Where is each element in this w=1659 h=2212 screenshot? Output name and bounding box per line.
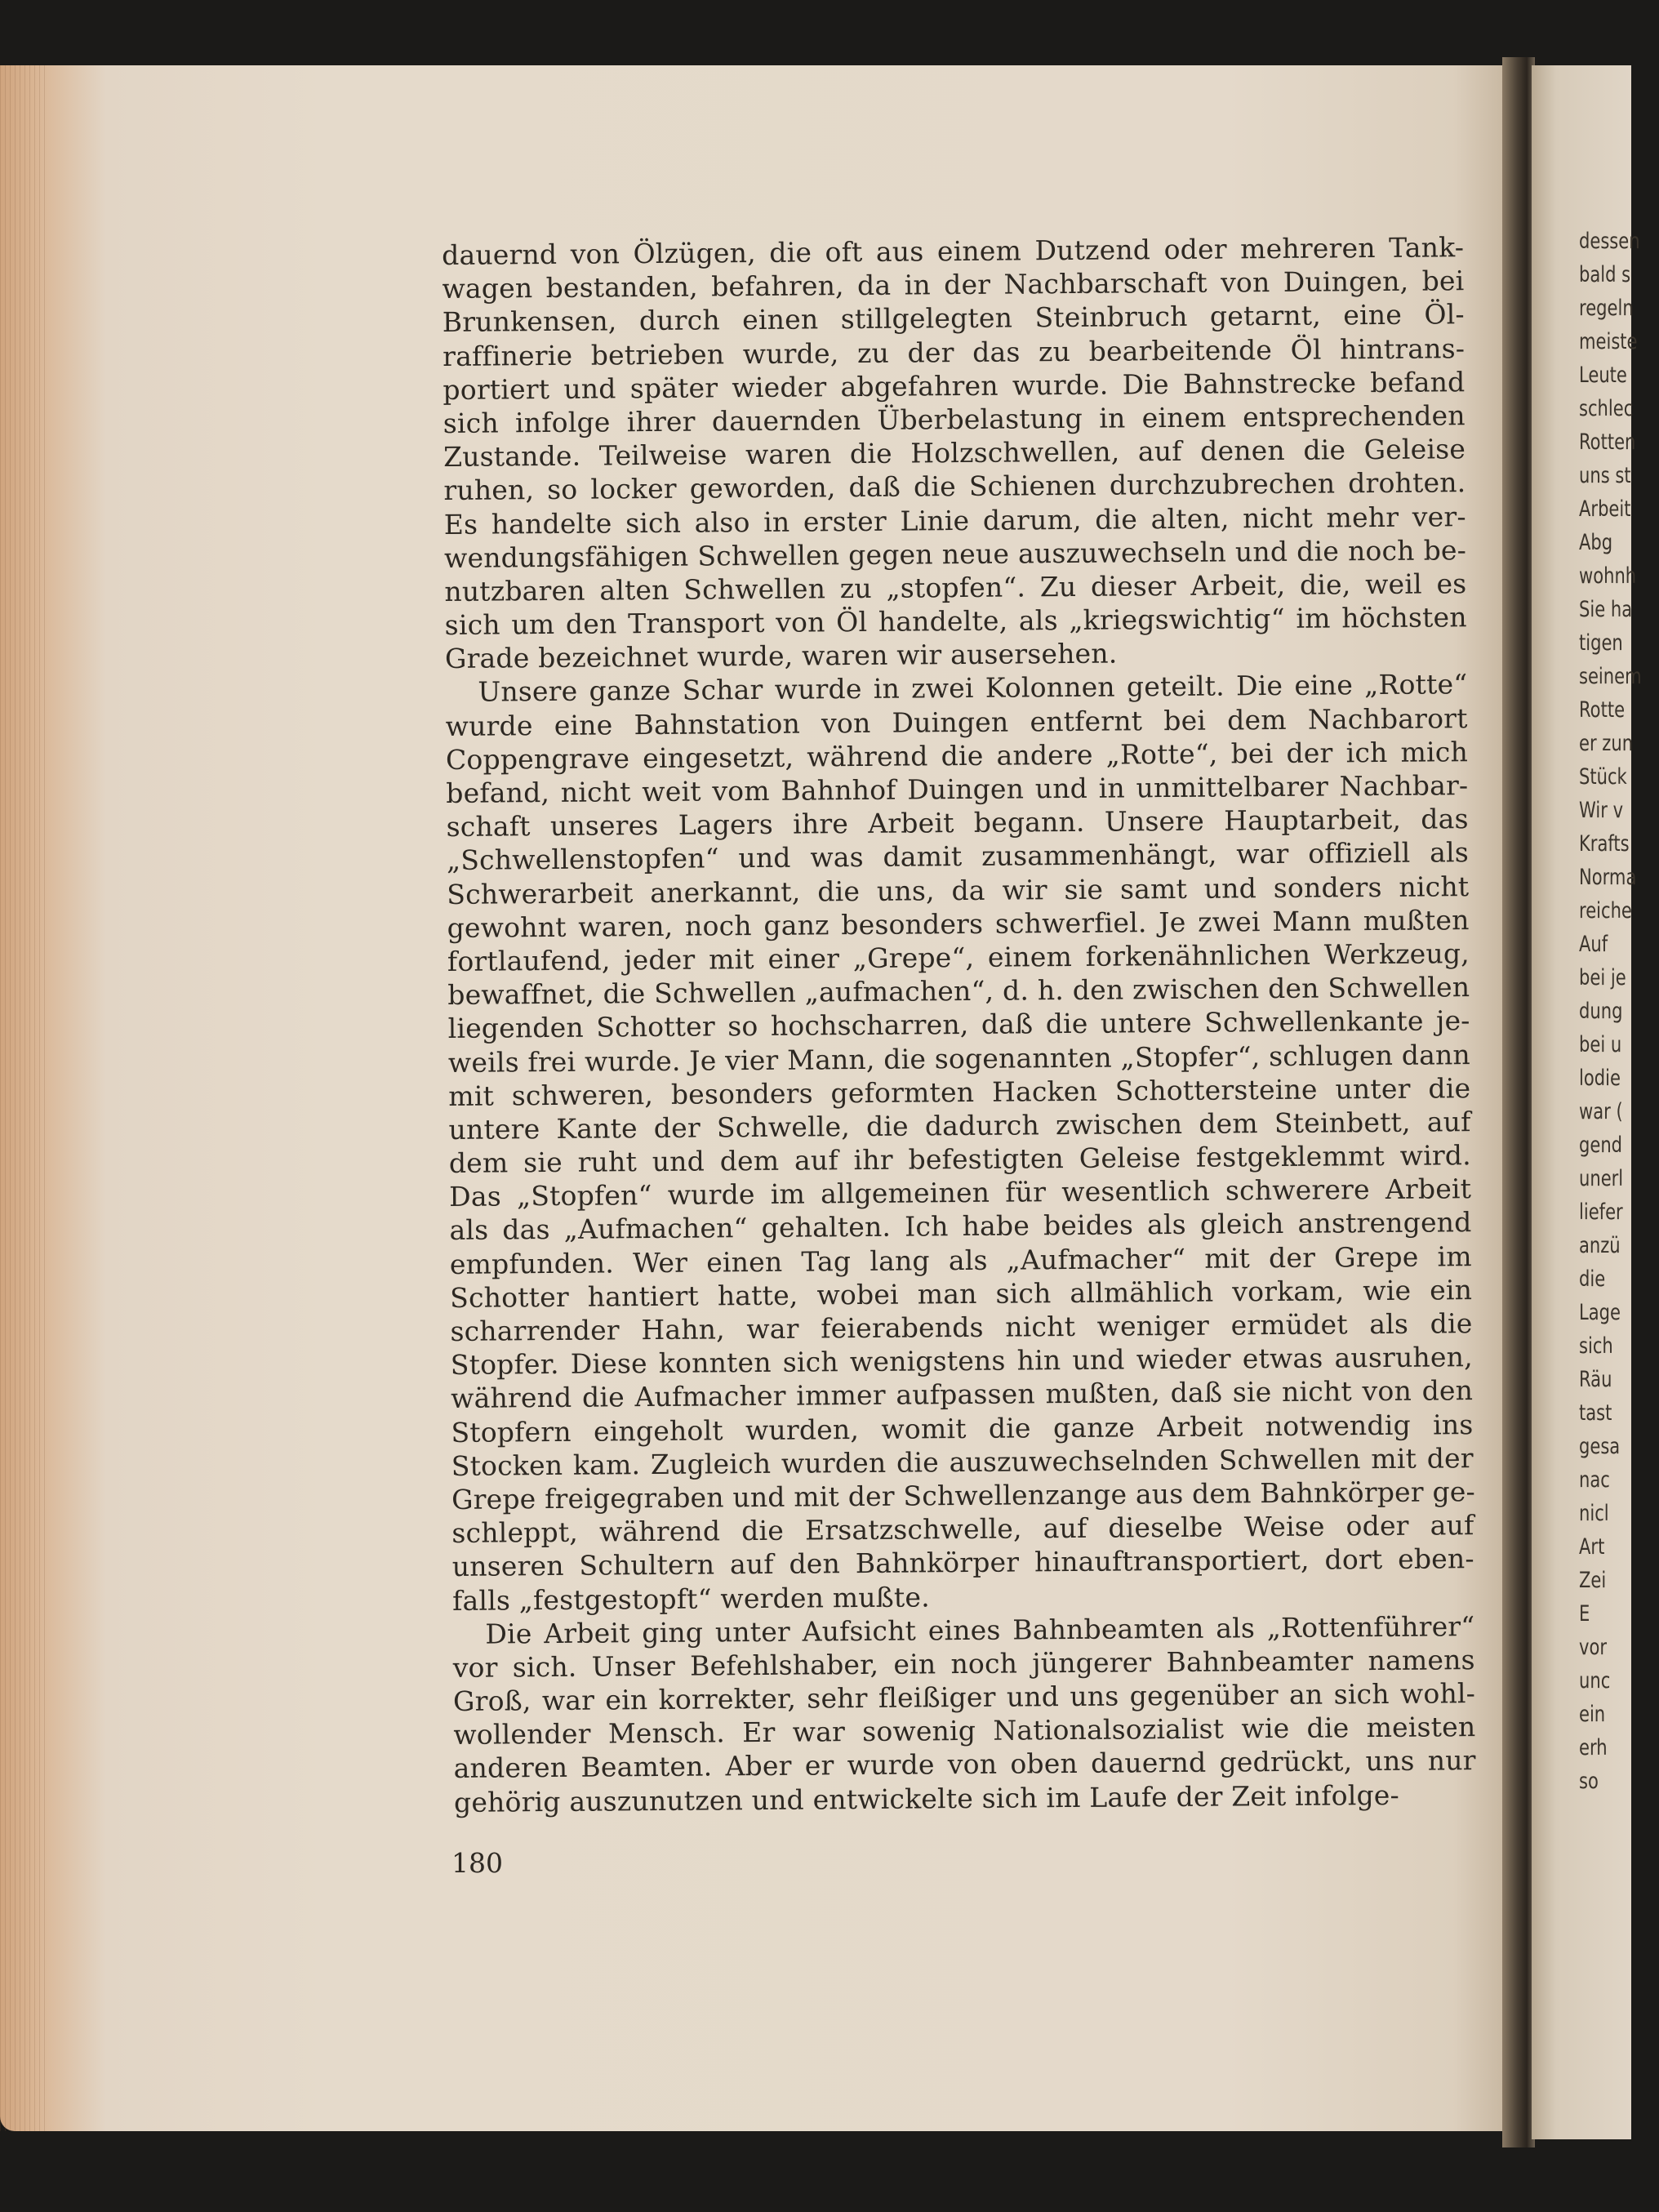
facing-page-line: Rotte: [1579, 697, 1626, 723]
facing-page-line: schlec: [1579, 396, 1634, 421]
text-line: anderen Beamten. Aber er wurde von oben dauernd gedrückt, uns nur: [453, 1744, 1476, 1785]
facing-page-line: Auf: [1579, 932, 1608, 957]
facing-page-line: er zun: [1579, 731, 1634, 756]
facing-page-line: sich: [1579, 1333, 1613, 1359]
text-line: Stopfern eingeholt wurden, womit die ganze Arbeit notwendig ins: [451, 1408, 1474, 1449]
facing-page-line: tigen: [1579, 630, 1623, 656]
text-line: Zustande. Teilweise waren die Holzschwellen, auf denen die Geleise: [443, 433, 1466, 474]
facing-page-line: E: [1579, 1601, 1590, 1627]
facing-page-line: nicl: [1579, 1501, 1609, 1526]
book-gutter: [1502, 57, 1535, 2147]
facing-page-line: anzü: [1579, 1233, 1621, 1258]
text-line: Brunkensen, durch einen stillgelegten Steinbruch getarnt, eine Öl-: [442, 298, 1465, 339]
facing-page-line: war (: [1579, 1099, 1623, 1124]
facing-page-text: [1579, 225, 1659, 1798]
text-line: Schwerarbeit anerkannt, die uns, da wir sie samt und sonders nicht: [447, 870, 1470, 910]
facing-page-line: unerl: [1579, 1166, 1624, 1191]
text-line: Schotter hantiert hatte, wobei man sich allmählich vorkam, wie ein: [450, 1273, 1473, 1314]
text-line: falls „festgestopft“ werden mußte.: [451, 1580, 931, 1617]
page-edges: [0, 65, 49, 2131]
body-text: [442, 230, 1476, 1819]
text-line: weils frei wurde. Je vier Mann, die sogenannten „Stopfer“, schlugen dann: [447, 1038, 1471, 1079]
text-line: Groß, war ein korrekter, sehr fleißiger und uns gegenüber an sich wohl-: [452, 1677, 1476, 1718]
facing-page-line: bei u: [1579, 1032, 1622, 1057]
text-line: vor sich. Unser Befehlshaber, ein noch jüngerer Bahnbeamter namens: [452, 1643, 1475, 1684]
facing-page-line: Lage: [1579, 1300, 1621, 1325]
facing-page-line: Zei: [1579, 1568, 1607, 1593]
facing-page-line: Räu: [1579, 1367, 1612, 1392]
facing-page-line: wohnh: [1579, 563, 1637, 589]
text-line: raffinerie betrieben wurde, zu der das zu bearbeitende Öl hintrans-: [442, 332, 1466, 372]
facing-page-line: meiste: [1579, 329, 1638, 354]
text-line: Unsere ganze Schar wurde in zwei Kolonnen geteilt. Die eine „Rotte“: [478, 668, 1468, 709]
text-line: während die Aufmacher immer aufpassen mußten, daß sie nicht von den: [451, 1374, 1474, 1415]
facing-page-line: Rotten: [1579, 429, 1636, 455]
facing-page-line: unc: [1579, 1668, 1611, 1693]
text-line: Das „Stopfen“ wurde im allgemeinen für wesentlich schwerere Arbeit: [449, 1173, 1472, 1213]
facing-page-line: bald s: [1579, 262, 1631, 287]
text-line: dauernd von Ölzügen, die oft aus einem Dutzend oder mehreren Tank-: [442, 231, 1465, 271]
text-line: portiert und später wieder abgefahren wurde. Die Bahnstrecke befand: [443, 365, 1466, 406]
facing-page-line: gesa: [1579, 1434, 1621, 1459]
text-line: gehörig auszunutzen und entwickelte sich im Laufe der Zeit infolge-: [453, 1778, 1400, 1818]
facing-page-line: die: [1579, 1266, 1606, 1292]
text-line: bewaffnet, die Schwellen „aufmachen“, d. h. den zwischen den Schwellen: [447, 971, 1470, 1012]
text-line: schleppt, während die Ersatzschwelle, auf dieselbe Weise oder auf: [451, 1509, 1474, 1550]
text-line: scharrender Hahn, war feierabends nicht weniger ermüdet als die: [450, 1307, 1473, 1347]
text-line: wurde eine Bahnstation von Duingen entfernt bei dem Nachbarort: [445, 701, 1468, 742]
facing-page-line: bei je: [1579, 965, 1626, 990]
facing-page-line: seinem: [1579, 664, 1642, 689]
text-line: fortlaufend, jeder mit einer „Grepe“, einem forkenähnlichen Werkzeug,: [447, 937, 1470, 977]
text-line: „Schwellenstopfen“ und was damit zusammenhängt, war offiziell als: [446, 836, 1470, 877]
facing-page-line: reiche: [1579, 898, 1632, 924]
facing-page-line: Abg: [1579, 530, 1613, 555]
facing-page-line: regeln: [1579, 296, 1634, 321]
text-line: Stocken kam. Zugleich wurden die auszuwechselnden Schwellen mit der: [451, 1441, 1474, 1482]
text-line: ruhen, so locker geworden, daß die Schienen durchzubrechen drohten.: [443, 466, 1466, 507]
facing-page-line: so: [1579, 1769, 1599, 1794]
text-line: Stopfer. Diese konnten sich wenigstens hin und wieder etwas ausruhen,: [450, 1341, 1473, 1382]
facing-page-line: ein: [1579, 1702, 1606, 1727]
facing-page-line: Leute: [1579, 363, 1627, 388]
text-line: empfunden. Wer einen Tag lang als „Aufmacher“ mit der Grepe im: [449, 1240, 1472, 1280]
text-line: befand, nicht weit vom Bahnhof Duingen und in unmittelbarer Nachbar-: [446, 769, 1469, 809]
facing-page-line: dessen: [1579, 229, 1640, 254]
text-line: wollender Mensch. Er war sowenig Nationalsozialist wie die meisten: [453, 1711, 1476, 1751]
facing-page-line: Krafts: [1579, 831, 1630, 857]
facing-page-line: Art: [1579, 1534, 1605, 1560]
text-line: Coppengrave eingesetzt, während die andere „Rotte“, bei der ich mich: [445, 735, 1469, 776]
facing-page: [1532, 65, 1642, 2139]
text-line: als das „Aufmachen“ gehalten. Ich habe beides als gleich anstrengend: [449, 1206, 1472, 1247]
facing-page-line: lodie: [1579, 1066, 1621, 1091]
facing-page-line: gend: [1579, 1133, 1623, 1158]
text-line: dem sie ruht und dem auf ihr befestigten Geleise festgeklemmt wird.: [448, 1139, 1472, 1180]
facing-page-line: Arbeit: [1579, 496, 1631, 522]
facing-page-line: uns st: [1579, 463, 1631, 488]
facing-page-line: erh: [1579, 1735, 1608, 1760]
facing-page-line: vor: [1579, 1635, 1608, 1660]
facing-page-line: nac: [1579, 1467, 1610, 1493]
text-line: sich infolge ihrer dauernden Überbelastung in einem entsprechenden: [443, 399, 1466, 439]
text-line: Grepe freigegraben und mit der Schwellenzange aus dem Bahnkörper ge-: [451, 1475, 1476, 1515]
text-line: Grade bezeichnet wurde, waren wir ausersehen.: [444, 637, 1118, 675]
text-line: gewohnt waren, noch ganz besonders schwerfiel. Je zwei Mann mußten: [447, 903, 1470, 944]
facing-page-line: Norma: [1579, 865, 1637, 890]
text-line: mit schweren, besonders geformten Hacken Schottersteine unter die: [448, 1071, 1471, 1112]
facing-page-line: Wir v: [1579, 798, 1624, 823]
text-line: sich um den Transport von Öl handelte, als „kriegswichtig“ im höchsten: [444, 601, 1467, 642]
text-line: unseren Schultern auf den Bahnkörper hinauftransportiert, dort eben-: [451, 1542, 1474, 1583]
text-line: wagen bestanden, befahren, da in der Nachbarschaft von Duingen, bei: [442, 265, 1465, 305]
text-line: liegenden Schotter so hochscharren, daß die untere Schwellenkante je-: [447, 1004, 1470, 1045]
text-line: Es handelte sich also in erster Linie darum, die alten, nicht mehr ver-: [443, 500, 1466, 541]
facing-page-line: Stück: [1579, 764, 1627, 790]
facing-page-line: tast: [1579, 1400, 1612, 1426]
text-line: nutzbaren alten Schwellen zu „stopfen“. Zu dieser Arbeit, die, weil es: [444, 567, 1467, 608]
text-line: Die Arbeit ging unter Aufsicht eines Bahnbeamten als „Rottenführer“: [485, 1609, 1475, 1650]
facing-page-line: liefer: [1579, 1199, 1623, 1225]
facing-page-line: Sie ha: [1579, 597, 1633, 622]
text-line: untere Kante der Schwelle, die dadurch zwischen dem Steinbett, auf: [448, 1106, 1471, 1146]
text-line: wendungsfähigen Schwellen gegen neue auszuwechseln und die noch be-: [443, 533, 1467, 574]
page-number: 180: [451, 1847, 503, 1879]
facing-page-line: dung: [1579, 999, 1623, 1024]
text-line: schaft unseres Lagers ihre Arbeit begann. Unsere Hauptarbeit, das: [446, 803, 1469, 843]
